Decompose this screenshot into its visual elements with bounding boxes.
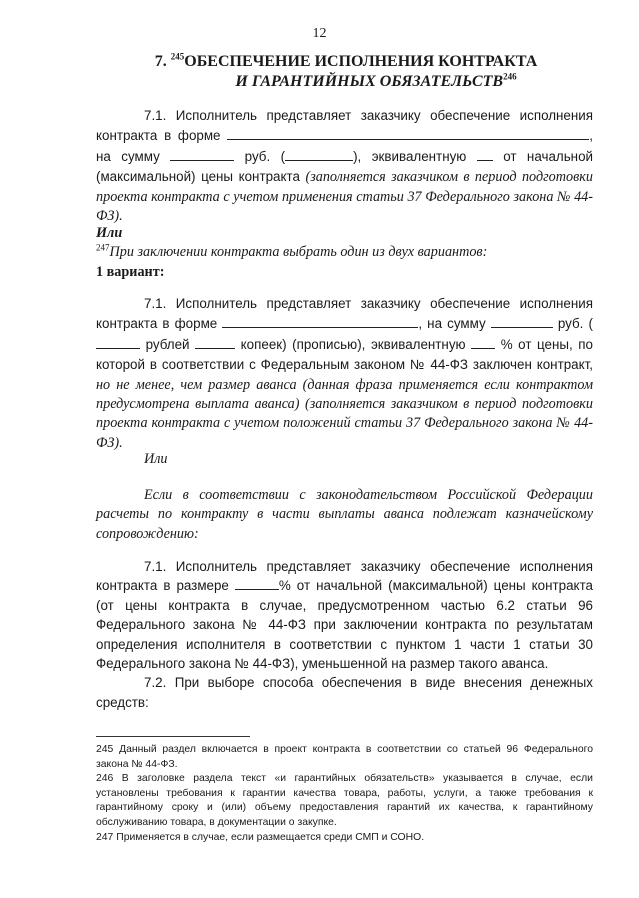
- para2-text-a: 7.1. Исполнитель представляет заказчику обеспечение исполнения контракта в форме: [96, 296, 593, 332]
- ili-label-1: Или: [96, 225, 123, 241]
- blank-percent-2: [471, 336, 495, 349]
- blank-percent: [477, 148, 493, 161]
- ili-block-2: [96, 450, 593, 469]
- footnotes: [96, 743, 593, 845]
- footnote-divider: [96, 736, 250, 737]
- footnote-247: 247 Применяется в случае, если размещается среди СМП и СОНО.: [96, 831, 425, 843]
- paragraph-7-2: 7.2. При выборе способа обеспечения в виде внесения денежных средств:: [96, 675, 593, 710]
- alternative-block: [96, 224, 593, 282]
- page-number: 12: [312, 26, 327, 41]
- para1-text-c: руб. (: [234, 148, 286, 164]
- note-247-text: При заключении контракта выбрать один из двух вариантов:: [109, 244, 488, 261]
- footnote-ref-247: 247: [96, 242, 110, 253]
- footnote-246: 246 В заголовке раздела текст «и гарантийных обязательств» указывается в случае, если установлены требования к гарантии качества товара, работы, услуги, а также требования к гарантийному сроку и (или) объему предоставления гарантий их качества, к гарантийному обслуживанию товара, в документации о закупке.: [96, 773, 593, 828]
- variant-1-label: 1 вариант:: [96, 263, 165, 280]
- section-title-line2: [96, 72, 596, 92]
- para2-italic: но не менее, чем размер аванса (данная фраза применяется если контрактом предусмотрена выплата аванса) (заполняется заказчиком в период подготовки проекта контракта с учетом положений статьи 37 Федерального закона № 44-ФЗ).: [96, 376, 593, 451]
- para1-italic: (заполняется заказчиком в период подготовки проекта контракта с учетом применения статьи 37 Федерального закона № 44-ФЗ).: [96, 169, 593, 225]
- section-number: 7.: [154, 53, 167, 70]
- para1-text-d: ), эквивалентную: [353, 148, 477, 164]
- footnote-245: 245 Данный раздел включается в проект контракта в соответствии со статьей 96 Федерального закона № 44-ФЗ.: [96, 744, 593, 770]
- blank-form: [227, 127, 589, 140]
- para2-text-e: копеек) (прописью), эквивалентную: [235, 336, 472, 352]
- blank-kopecks: [195, 336, 235, 349]
- blank-form-2: [222, 315, 418, 328]
- blank-sum-2: [491, 315, 553, 328]
- blank-sum-words: [285, 148, 353, 161]
- footnote-ref-246: 246: [503, 71, 517, 82]
- para3-italic: Если в соответствии с законодательством Российской Федерации расчеты по контракту в части выплаты аванса подлежат казначейскому сопровождению:: [96, 487, 593, 542]
- para1-text-e: от начальной (максимальной) цены контракта: [96, 148, 594, 185]
- footnote-ref-245: 245: [170, 51, 185, 62]
- para2-text-b: , на сумму: [418, 316, 491, 332]
- para4-text-b: % от начальной (максимальной) цены контракта (от цены контракта в случае, предусмотренном частью 6.2 статьи 96 Федерального закона № 44-ФЗ при заключении контракта по результатам определения исполнителя в соответствии с пунктом 1 части 1 статьи 30 Федерального закона № 44-ФЗ), уменьшенной на размер такого аванса.: [96, 578, 593, 672]
- para2-text-c: руб. (: [552, 316, 593, 332]
- blank-percent-3: [235, 577, 279, 590]
- blank-sum: [170, 148, 234, 161]
- para1-text-b: , на сумму: [96, 128, 593, 164]
- para1-text-a: 7.1. Исполнитель представляет заказчику обеспечение исполнения контракта в форме: [96, 108, 593, 144]
- section-title-text1: ОБЕСПЕЧЕНИЕ ИСПОЛНЕНИЯ КОНТРАКТА: [184, 53, 538, 70]
- section-title-text2: И ГАРАНТИЙНЫХ ОБЯЗАТЕЛЬСТВ: [235, 73, 504, 90]
- paragraph-7-1-b: [96, 294, 593, 453]
- paragraph-7-1-a: [96, 106, 593, 226]
- para4-text-a: 7.1. Исполнитель представляет заказчику обеспечение исполнения контракта в размере: [96, 559, 593, 594]
- section-title: [96, 52, 596, 92]
- section-title-line1: [96, 52, 596, 72]
- para2-text-d: рублей: [140, 336, 196, 352]
- paragraph-treasury: [96, 486, 593, 544]
- blank-rubles: [96, 336, 140, 349]
- paragraph-7-1-c: [96, 557, 593, 712]
- ili-label-2: Или: [144, 451, 168, 467]
- para2-text-f: % от цены, по которой в соответствии с Федеральным законом № 44-ФЗ заключен контракт,: [96, 336, 593, 373]
